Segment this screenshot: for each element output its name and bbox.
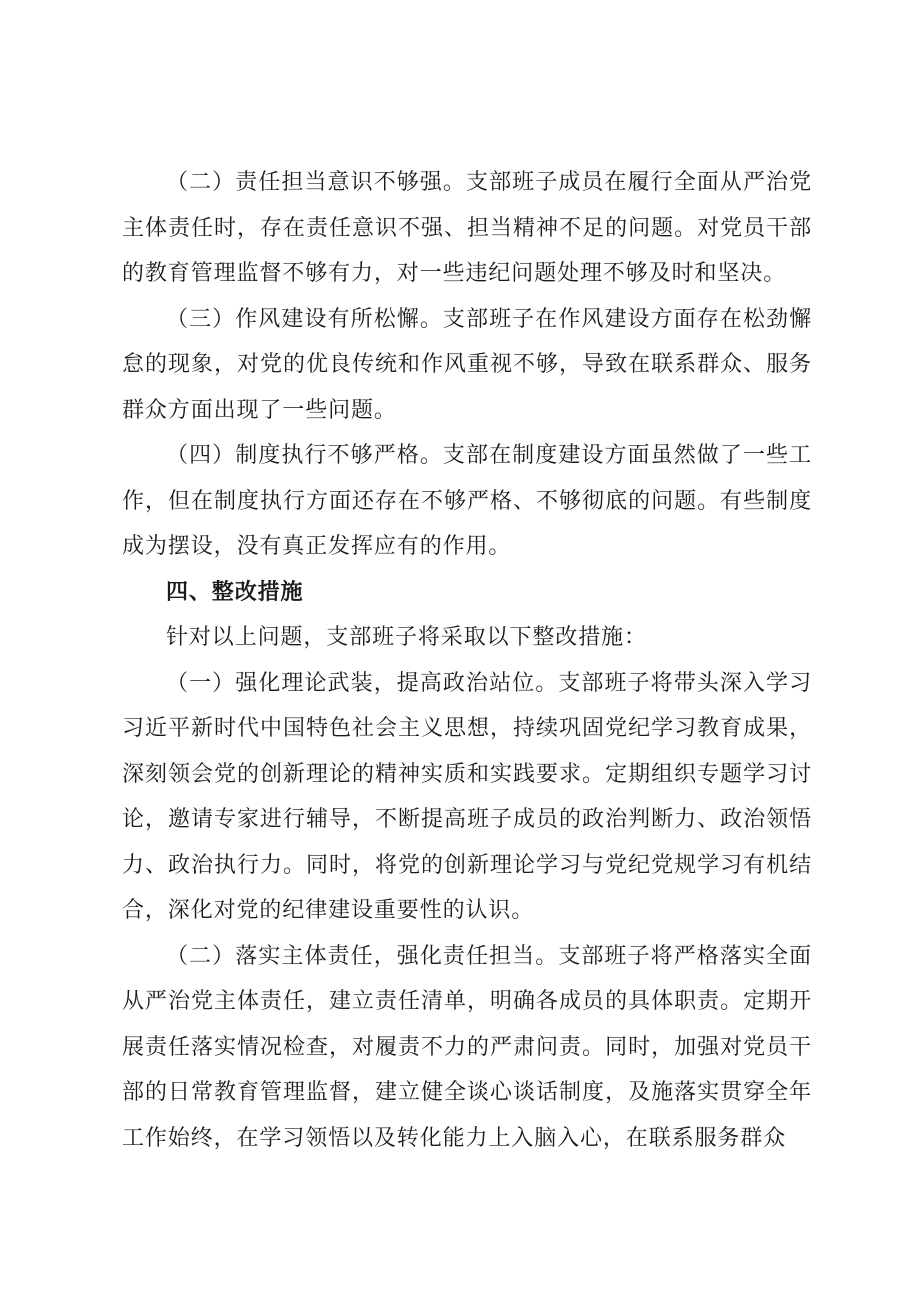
paragraph-system-execution: （四）制度执行不够严格。支部在制度建设方面虽然做了一些工作，但在制度执行方面还存在不够严格、不够彻底的问题。有些制度成为摆设，没有真正发挥应有的作用。 — [122, 443, 812, 559]
paragraph-measure-responsibility: （二）落实主体责任，强化责任担当。支部班子将严格落实全面从严治党主体责任，建立责任清单，明确各成员的具体职责。定期开展责任落实情况检查，对履责不力的严肃问责。同时，加强对党员干部的日常教育管理监督，建立健全谈心谈话制度，及施落实贯穿全年工作始终，在学习领悟以及转化能力上入脑入心，在联系服务群众 — [122, 943, 812, 1151]
document-body — [122, 160, 812, 1161]
section-heading-rectification: 四、整改措施 — [166, 579, 304, 605]
paragraph-work-style: （三）作风建设有所松懈。支部班子在作风建设方面存在松劲懈怠的现象，对党的优良传统和作风重视不够，导致在联系群众、服务群众方面出现了一些问题。 — [122, 306, 812, 423]
paragraph-responsibility: （二）责任担当意识不够强。支部班子成员在履行全面从严治党主体责任时，存在责任意识不强、担当精神不足的问题。对党员干部的教育管理监督不够有力，对一些违纪问题处理不够及时和坚决。 — [122, 170, 812, 286]
paragraph-intro: 针对以上问题，支部班子将采取以下整改措施： — [166, 625, 647, 650]
paragraph-measure-theory: （一）强化理论武装，提高政治站位。支部班子将带头深入学习习近平新时代中国特色社会主义思想，持续巩固党纪学习教育成果，深刻领会党的创新理论的精神实质和实践要求。定期组织专题学习讨论，邀请专家进行辅导，不断提高班子成员的政治判断力、政治领悟力、政治执行力。同时，将党的创新理论学习与党纪党规学习有机结合，深化对党的纪律建设重要性的认识。 — [122, 670, 812, 923]
